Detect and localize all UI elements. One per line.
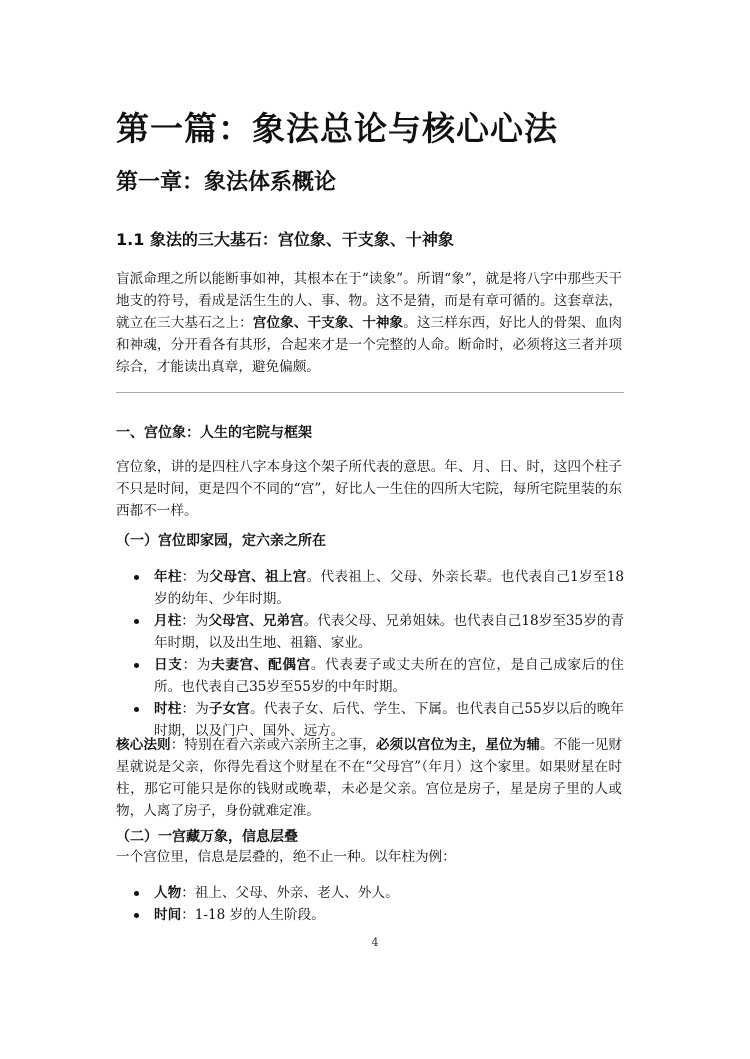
list-item [130,904,624,926]
bullet-icon [134,619,139,624]
item-sep: ：为 [181,613,209,629]
item-bold: 父母宫、祖上宫 [209,569,307,585]
bullet-icon [134,575,139,580]
part1-heading: 一、宫位象：人生的宅院与框架 [116,425,312,441]
bullet-icon [134,891,139,896]
section-divider [116,392,624,393]
intro-paragraph [116,268,622,378]
core-text-1: ：特别在看六亲或六亲所主之事， [170,737,376,753]
item-text: 。代表妻子或丈夫所在的宫位，是自己成家后的住所。也代表自己35岁至55岁的中年时期。 [154,657,625,695]
bullet-icon [134,913,139,918]
item-label: 年柱 [154,569,182,585]
intro-text-1: 盲派命理之所以能断事如神，其根本在于“读象”。所谓“象”，就是将八字中那些天干地支的符号，看成是活生生的人、事、物。这不是猜，而是有章可循的。这套章法，就立在三大基石之上： [116,271,622,331]
core-rule-label: 核心法则 [116,737,171,753]
item-label: 月柱 [154,613,182,629]
intro-text-2: 。这三样东西，好比人的骨架、血肉和神魂，分开看各有其形，合起来才是一个完整的人命。断命时，必须将这三者并项综合，才能读出真章，避免偏颇。 [116,315,623,375]
intro-bold: 宫位象、干支象、十神象 [252,315,404,331]
item-text: ：祖上、父母、外亲、老人、外人。 [181,885,399,901]
item-label: 人物 [154,885,182,901]
item-bold: 夫妻宫、配偶宫 [211,657,311,673]
list-item [130,654,624,698]
bullet-icon [134,663,139,668]
layer-list [130,882,624,926]
section-heading: 1.1 象法的三大基石：宫位象、干支象、十神象 [116,230,454,249]
item-text: 。代表子女、后代、学生、下属。也代表自己55岁以后的晚年时期，以及门户、国外、远方。 [154,701,625,739]
item-text: 。代表父母、兄弟姐妹。也代表自己18岁至35岁的青年时期，以及出生地、祖籍、家业。 [154,613,625,651]
list-item [130,882,624,904]
core-bold: 必须以宫位为主，星位为辅 [375,737,541,753]
item-text: 。代表祖上、父母、外亲长辈。也代表自己1岁至18岁的幼年、少年时期。 [154,569,625,607]
chapter-heading: 第一章：象法体系概论 [116,170,337,195]
page-number: 4 [371,936,379,949]
item-sep: ：为 [181,701,209,717]
list-item [130,610,624,654]
item-label: 时间 [154,907,182,923]
sub2-heading: （二）一宫藏万象，信息层叠 [116,829,298,845]
core-text-2: 。不能一见财星就说是父亲，你得先看这个财星在不在“父母宫”（年月）这个家里。如果财星在时柱，那它可能只是你的钱财或晚辈，未必是父亲。宫位是房子，星是房子里的人或物，人离了房子，身份就难定准。 [116,737,623,819]
item-label: 时柱 [154,701,182,717]
bullet-icon [134,707,139,712]
page-title: 第一篇：象法总论与核心心法 [116,109,558,148]
core-rule-paragraph [116,734,622,822]
part1-paragraph: 宫位象，讲的是四柱八字本身这个架子所代表的意思。年、月、日、时，这四个柱子不只是时间，更是四个不同的“宫”，好比人一生住的四所大宅院，每所宅院里装的东西都不一样。 [116,459,622,519]
list-item [130,566,624,610]
item-text: ：1-18 岁的人生阶段。 [181,907,325,923]
item-sep: ：为 [182,657,212,673]
item-sep: ：为 [181,569,210,585]
item-bold: 子女宫 [208,701,251,717]
item-bold: 父母宫、兄弟宫 [208,613,304,629]
palace-list [130,566,624,742]
sub2-paragraph: 一个宫位里，信息是层叠的，绝不止一种。以年柱为例： [116,849,456,865]
item-label: 日支 [154,657,183,673]
sub1-heading: （一）宫位即家园，定六亲之所在 [116,533,326,549]
